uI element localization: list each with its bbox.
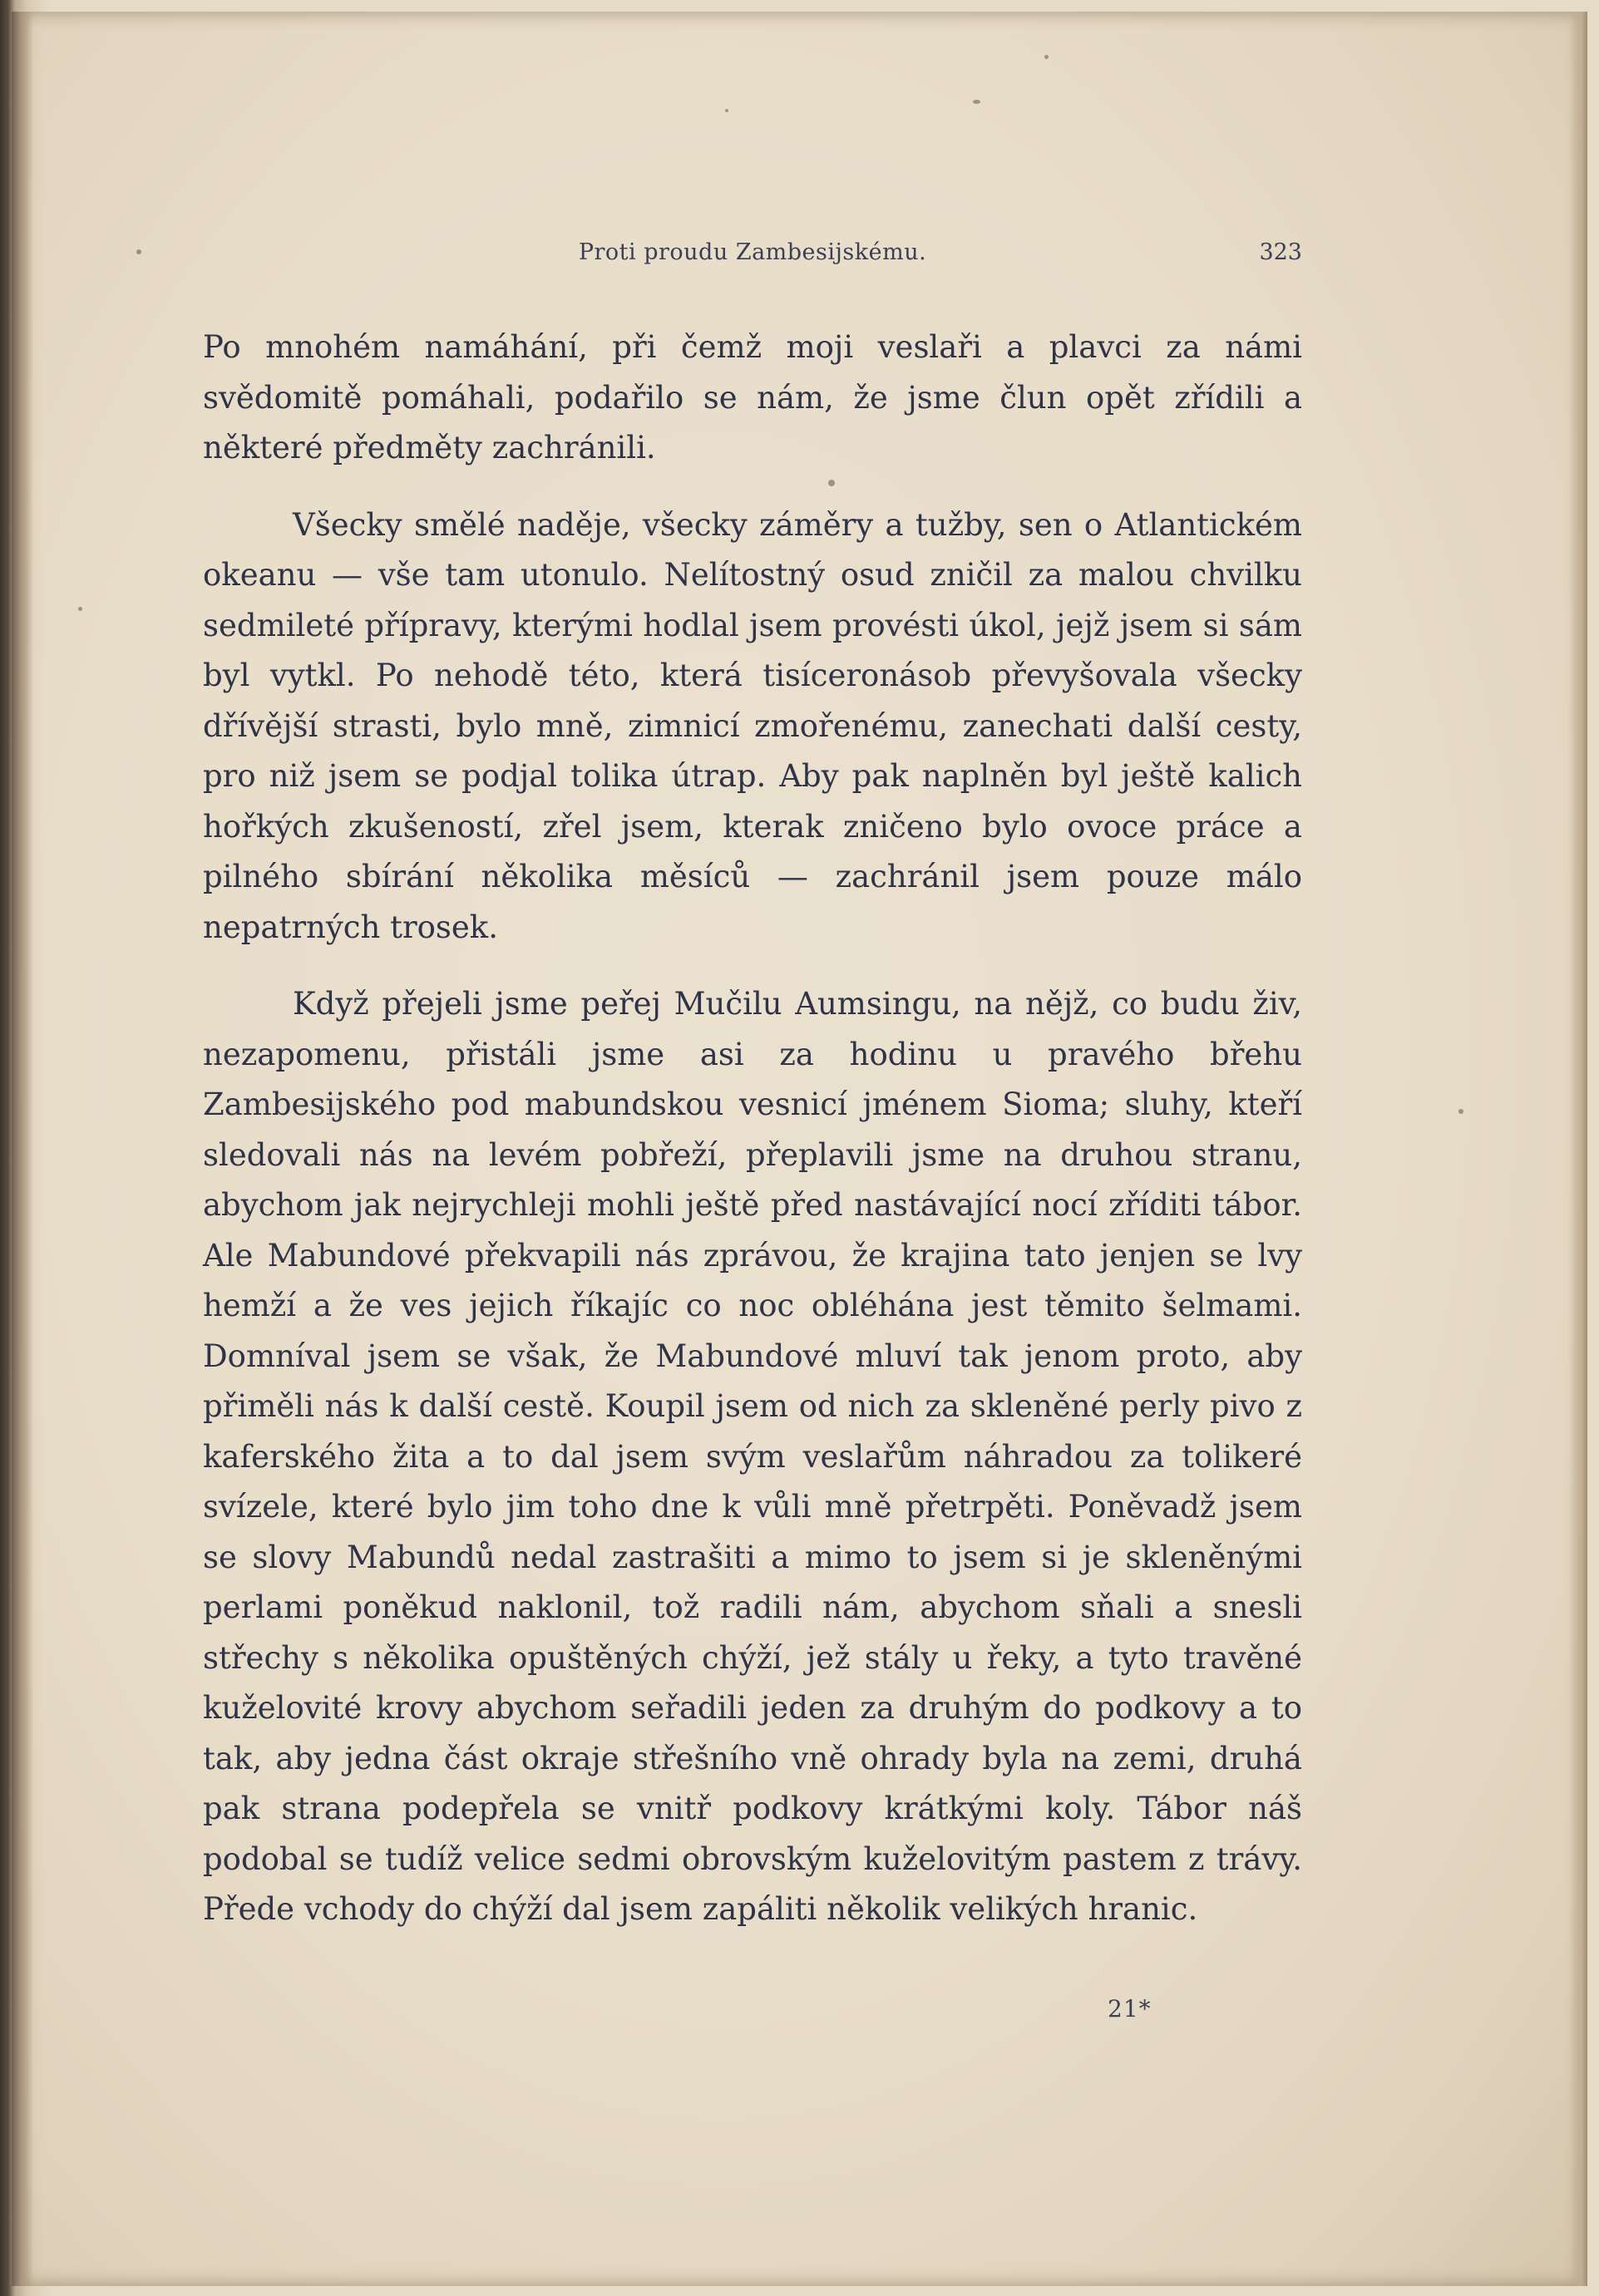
- paragraph: Po mnohém namáhání, při čemž moji veslaři a plavci za námi svědomitě pomáhali, podařilo se nám, že jsme člun opět zřídili a některé předměty zachránili.: [203, 329, 1302, 466]
- body-text: [203, 323, 1302, 1935]
- paper-speck: [1458, 1109, 1463, 1114]
- paper-speck: [973, 100, 980, 104]
- paper-speck: [78, 607, 82, 611]
- page-edge-shadow: [1569, 12, 1587, 2286]
- page-number: 323: [1259, 239, 1302, 265]
- paper-speck: [725, 109, 728, 112]
- paper-speck: [1044, 55, 1049, 59]
- running-title: Proti proudu Zambesijskému.: [578, 239, 927, 265]
- paper-speck: [136, 249, 141, 254]
- paragraph: Všecky smělé naděje, všecky záměry a tužby, sen o Atlantickém okeanu — vše tam utonulo. Nelítostný osud zničil za malou chvilku sedmileté přípravy, kterými hodlal jsem provésti úkol, jejž jsem si sám byl vytkl. Po nehodě této, která tisíceronásob převyšovala všecky dřívější strasti, bylo mně, zimnicí zmořenému, zanechati další cesty, pro niž jsem se podjal tolika útrap. Aby pak naplněn byl ještě kalich hořkých zkušeností, zřel jsem, kterak zničeno bylo ovoce práce a pilného sbírání několika měsíců — zachránil jsem pouze málo nepatrných trosek.: [203, 506, 1302, 945]
- printer-signature-mark: 21*: [1108, 1995, 1152, 2023]
- page-binding-shadow: [12, 12, 33, 2286]
- page-header: [203, 239, 1302, 273]
- paragraph: Když přejeli jsme peřej Mučilu Aumsingu, na nějž, co budu živ, nezapomenu, přistáli jsme asi za hodinu u pravého břehu Zambesijského pod mabundskou vesnicí jménem Sioma; sluhy, kteří sledovali nás na levém pobřeží, přeplavili jsme na druhou stranu, abychom jak nejrychleji mohli ještě před nastávající nocí zříditi tábor. Ale Mabundové překvapili nás zprávou, že krajina tato jenjen se lvy hemží a že ves jejich říkajíc co noc obléhána jest těmito šelmami. Domníval jsem se však, že Mabundové mluví tak jenom proto, aby přiměli nás k další cestě. Koupil jsem od nich za skleněné perly pivo z kaferského žita a to dal jsem svým veslařům náhradou za tolikeré svízele, které bylo jim toho dne k vůli mně přetrpěti. Poněvadž jsem se slovy Mabundů nedal zastrašiti a mimo to jsem si je skleněnými perlami poněkud naklonil, tož radili nám, abychom sňali a snesli střechy s několika opuštěných chýží, jež stály u řeky, a tyto travěné kuželovité krovy abychom seřadili jeden za druhým do podkovy a to tak, aby jedna část okraje střešního vně ohrady byla na zemi, druhá pak strana podepřela se vnitř podkovy krátkými koly. Tábor náš podobal se tudíž velice sedmi obrovským kuželovitým pastem z trávy. Přede vchody do chýží dal jsem zapáliti několik velikých hranic.: [203, 986, 1302, 1927]
